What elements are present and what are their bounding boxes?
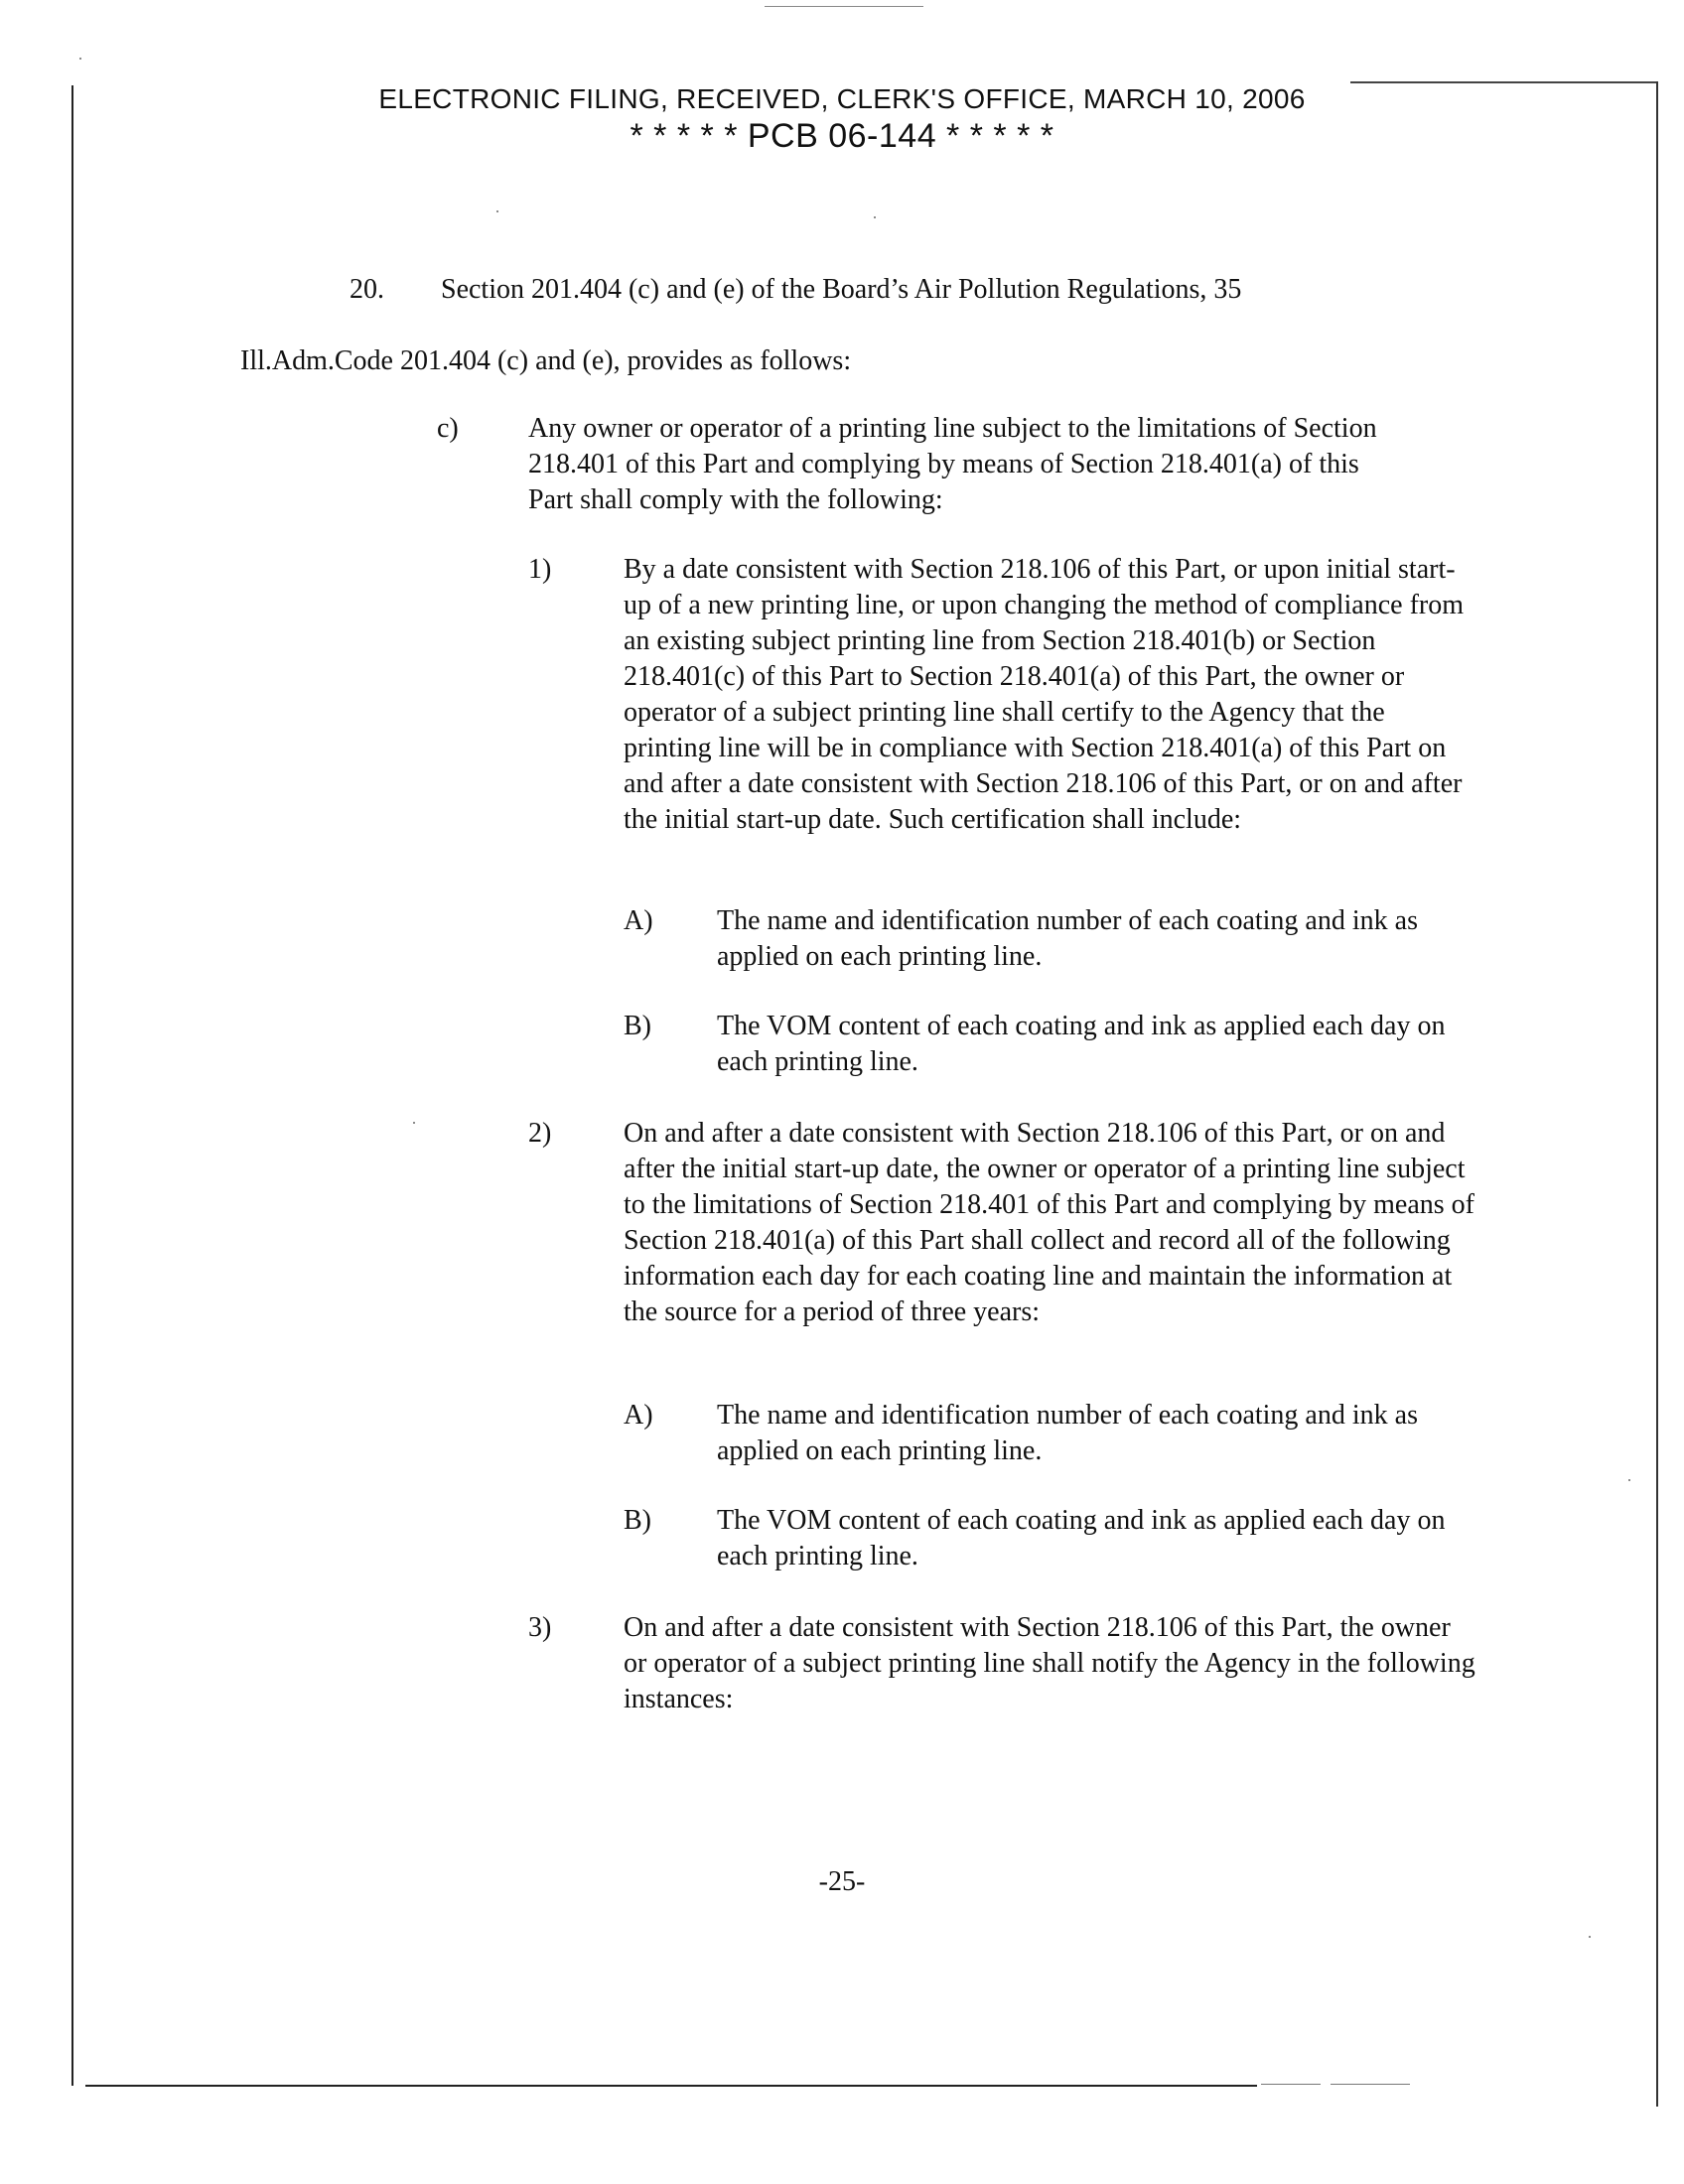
scan-speck <box>413 1122 415 1124</box>
sub-item-2b <box>624 1503 1497 1578</box>
list-item-marker: 2) <box>528 1118 552 1149</box>
filing-stamp: ELECTRONIC FILING, RECEIVED, CLERK'S OFFICE, MARCH 10, 2006 <box>378 83 1306 114</box>
sub-item-marker: A) <box>624 905 653 936</box>
scan-dash <box>1331 2084 1410 2085</box>
scan-scratch-top <box>765 6 923 7</box>
list-item-text: On and after a date consistent with Section 218.106 of this Part, or on and after the initial start-up date, the owner or operator of a printing line subject to the limitations of Section 218.401 of this Part and complying by means of Section 218.401(a) of this Part shall collect and record all of the following information each day for each coating line and maintain the information at the source for a period of three years: <box>624 1118 1475 1327</box>
page-number: -25- <box>818 1866 866 1897</box>
scan-speck <box>496 210 498 212</box>
scan-speck <box>874 216 876 218</box>
paragraph-lead-text: Section 201.404 (c) and (e) of the Board’s Air Pollution Regulations, 35 <box>441 274 1242 305</box>
sub-item-text: The name and identification number of each coating and ink as applied on each printing line. <box>717 905 1418 972</box>
list-item-3 <box>528 1610 1501 1721</box>
subsection-marker: c) <box>437 413 459 444</box>
sub-item-text: The VOM content of each coating and ink as applied each day on each printing line. <box>717 1011 1446 1077</box>
list-item-marker: 3) <box>528 1612 552 1643</box>
scan-speck <box>1628 1479 1630 1481</box>
list-item-marker: 1) <box>528 554 552 585</box>
scan-speck <box>79 58 81 60</box>
sub-item-text: The name and identification number of each coating and ink as applied on each printing line. <box>717 1400 1418 1466</box>
sub-item-1b <box>624 1009 1497 1084</box>
list-item-2 <box>528 1116 1501 1374</box>
sub-item-marker: A) <box>624 1400 653 1431</box>
sub-item-text: The VOM content of each coating and ink as applied each day on each printing line. <box>717 1505 1446 1571</box>
list-item-1 <box>528 552 1501 880</box>
sub-item-marker: B) <box>624 1505 651 1536</box>
subsection-text: Any owner or operator of a printing line subject to the limitations of Section 218.401 of this Part and complying by means of Section 218.401(a) of this Part shall comply with the following: <box>528 413 1377 515</box>
list-item-text: By a date consistent with Section 218.106 of this Part, or upon initial start-up of a new printing line, or upon changing the method of compliance from an existing subject printing line from Section 218.401(b) or Section 218.401(c) of this Part to Section 218.401(a) of this Part, the owner or operator of a subject printing line shall certify to the Agency that the printing line will be in compliance with Section 218.401(a) of this Part on and after a date consistent with Section 218.106 of this Part, or on and after the initial start-up date. Such certification shall include: <box>624 554 1465 835</box>
scan-border-left <box>71 85 73 2086</box>
subsection-c <box>437 411 1479 522</box>
list-item-text: On and after a date consistent with Section 218.106 of this Part, the owner or operator of a subject printing line shall notify the Agency in the following instances: <box>624 1612 1475 1714</box>
scan-speck <box>1589 1936 1591 1938</box>
paragraph-number: 20. <box>350 274 384 305</box>
scan-dash <box>1261 2084 1321 2085</box>
scan-border-bottom <box>85 2085 1257 2087</box>
paragraph-continuation-text: Ill.Adm.Code 201.404 (c) and (e), provides as follows: <box>240 345 852 376</box>
scan-border-right <box>1656 81 1658 2107</box>
case-number: * * * * * PCB 06-144 * * * * * <box>630 117 1054 155</box>
sub-item-marker: B) <box>624 1011 651 1041</box>
sub-item-2a <box>624 1398 1497 1473</box>
sub-item-1a <box>624 903 1497 979</box>
